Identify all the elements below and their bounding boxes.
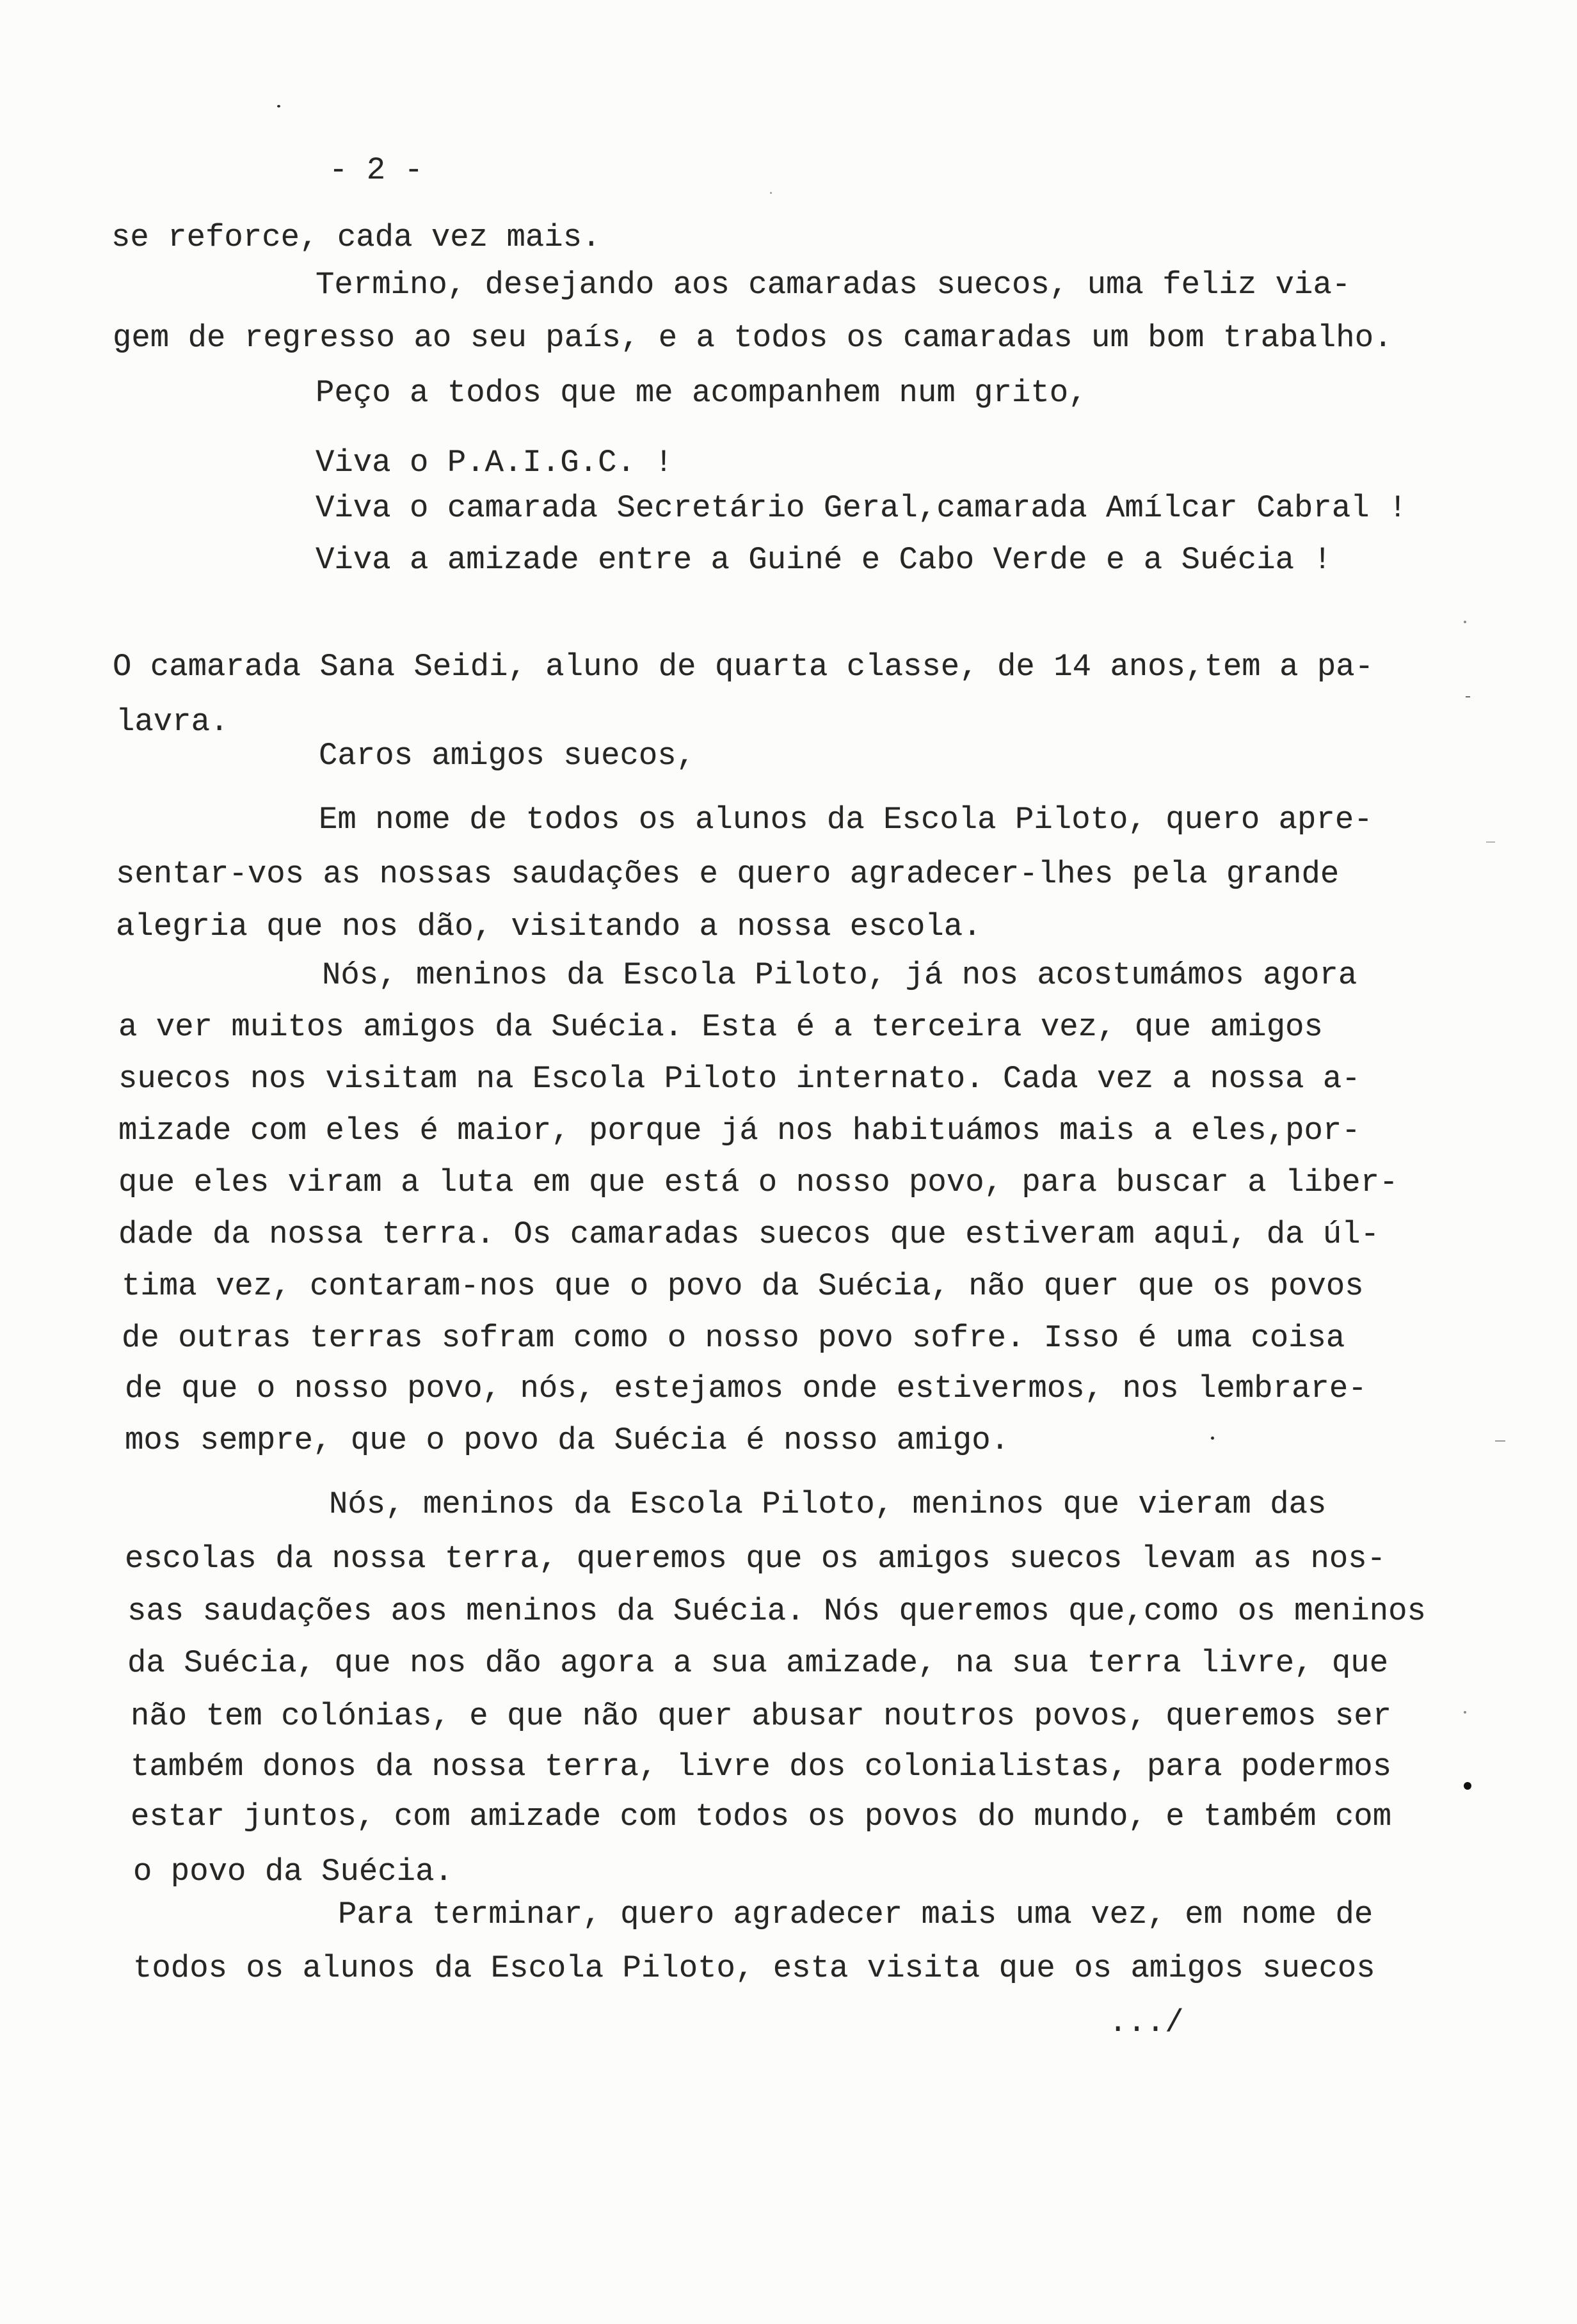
- ink-speck: [277, 105, 280, 107]
- previous-speech-line: se reforce, cada vez mais.: [111, 219, 601, 255]
- slogan-line: Viva o P.A.I.G.C. !: [316, 445, 673, 481]
- speech-line: de outras terras sofram como o nosso povo sofre. Isso é uma coisa: [122, 1320, 1345, 1356]
- ink-speck: [1464, 1782, 1471, 1790]
- speech-line: estar juntos, com amizade com todos os povos do mundo, e também com: [131, 1799, 1392, 1835]
- speech-line: sas saudações aos meninos da Suécia. Nós queremos que,como os meninos: [127, 1593, 1426, 1629]
- speech-line: da Suécia, que nos dão agora a sua amizade, na sua terra livre, que: [127, 1645, 1389, 1681]
- previous-speech-line: gem de regresso ao seu país, e a todos os camaradas um bom trabalho.: [113, 320, 1393, 356]
- slogan-line: Viva a amizade entre a Guiné e Cabo Verde e a Suécia !: [316, 542, 1332, 578]
- speech-line: dade da nossa terra. Os camaradas suecos que estiveram aqui, da úl-: [118, 1216, 1380, 1252]
- speech-line: suecos nos visitam na Escola Piloto internato. Cada vez a nossa a-: [118, 1061, 1361, 1097]
- speech-line: todos os alunos da Escola Piloto, esta visita que os amigos suecos: [133, 1950, 1375, 1986]
- speech-line: mizade com eles é maior, porque já nos habituámos mais a eles,por-: [118, 1113, 1361, 1149]
- continuation-mark: .../: [1109, 2005, 1184, 2041]
- slogan-line: Viva o camarada Secretário Geral,camarada Amílcar Cabral !: [316, 490, 1407, 526]
- ink-speck: [1211, 1437, 1214, 1440]
- ink-speck: [1464, 621, 1466, 623]
- margin-mark: [1466, 696, 1470, 697]
- speech-line: que eles viram a luta em que está o nosso povo, para buscar a liber-: [118, 1165, 1398, 1200]
- speech-line: alegria que nos dão, visitando a nossa escola.: [116, 909, 982, 944]
- speech-line: Nós, meninos da Escola Piloto, já nos acostumámos agora: [322, 957, 1357, 993]
- previous-speech-line: Peço a todos que me acompanhem num grito,: [316, 375, 1087, 411]
- speech-line: de que o nosso povo, nós, estejamos onde estivermos, nos lembrare-: [125, 1371, 1367, 1406]
- speech-line: mos sempre, que o povo da Suécia é nosso amigo.: [125, 1422, 1010, 1458]
- speech-line: Nós, meninos da Escola Piloto, meninos que vieram das: [329, 1486, 1327, 1522]
- speech-line: a ver muitos amigos da Suécia. Esta é a terceira vez, que amigos: [118, 1009, 1323, 1045]
- speech-line: escolas da nossa terra, queremos que os amigos suecos levam as nos-: [125, 1541, 1386, 1577]
- margin-mark: [1495, 1440, 1505, 1442]
- speech-line: Para terminar, quero agradecer mais uma vez, em nome de: [338, 1897, 1373, 1932]
- page-number: - 2 -: [329, 152, 424, 188]
- speech-line: o povo da Suécia.: [133, 1854, 453, 1890]
- speech-line: também donos da nossa terra, livre dos colonialistas, para podermos: [131, 1749, 1392, 1785]
- speech-line: tima vez, contaram-nos que o povo da Suécia, não quer que os povos: [122, 1268, 1364, 1304]
- ink-speck: [1464, 1711, 1466, 1714]
- introduction-line: lavra.: [116, 704, 229, 740]
- salutation: Caros amigos suecos,: [319, 738, 696, 774]
- introduction-line: O camarada Sana Seidi, aluno de quarta classe, de 14 anos,tem a pa-: [113, 649, 1374, 685]
- ink-speck: [770, 192, 772, 194]
- speech-line: Em nome de todos os alunos da Escola Piloto, quero apre-: [319, 802, 1373, 838]
- speech-line: sentar-vos as nossas saudações e quero agradecer-lhes pela grande: [116, 856, 1340, 892]
- speech-line: não tem colónias, e que não quer abusar noutros povos, queremos ser: [131, 1698, 1392, 1734]
- margin-mark: [1486, 841, 1495, 843]
- previous-speech-line: Termino, desejando aos camaradas suecos, uma feliz via-: [316, 267, 1351, 303]
